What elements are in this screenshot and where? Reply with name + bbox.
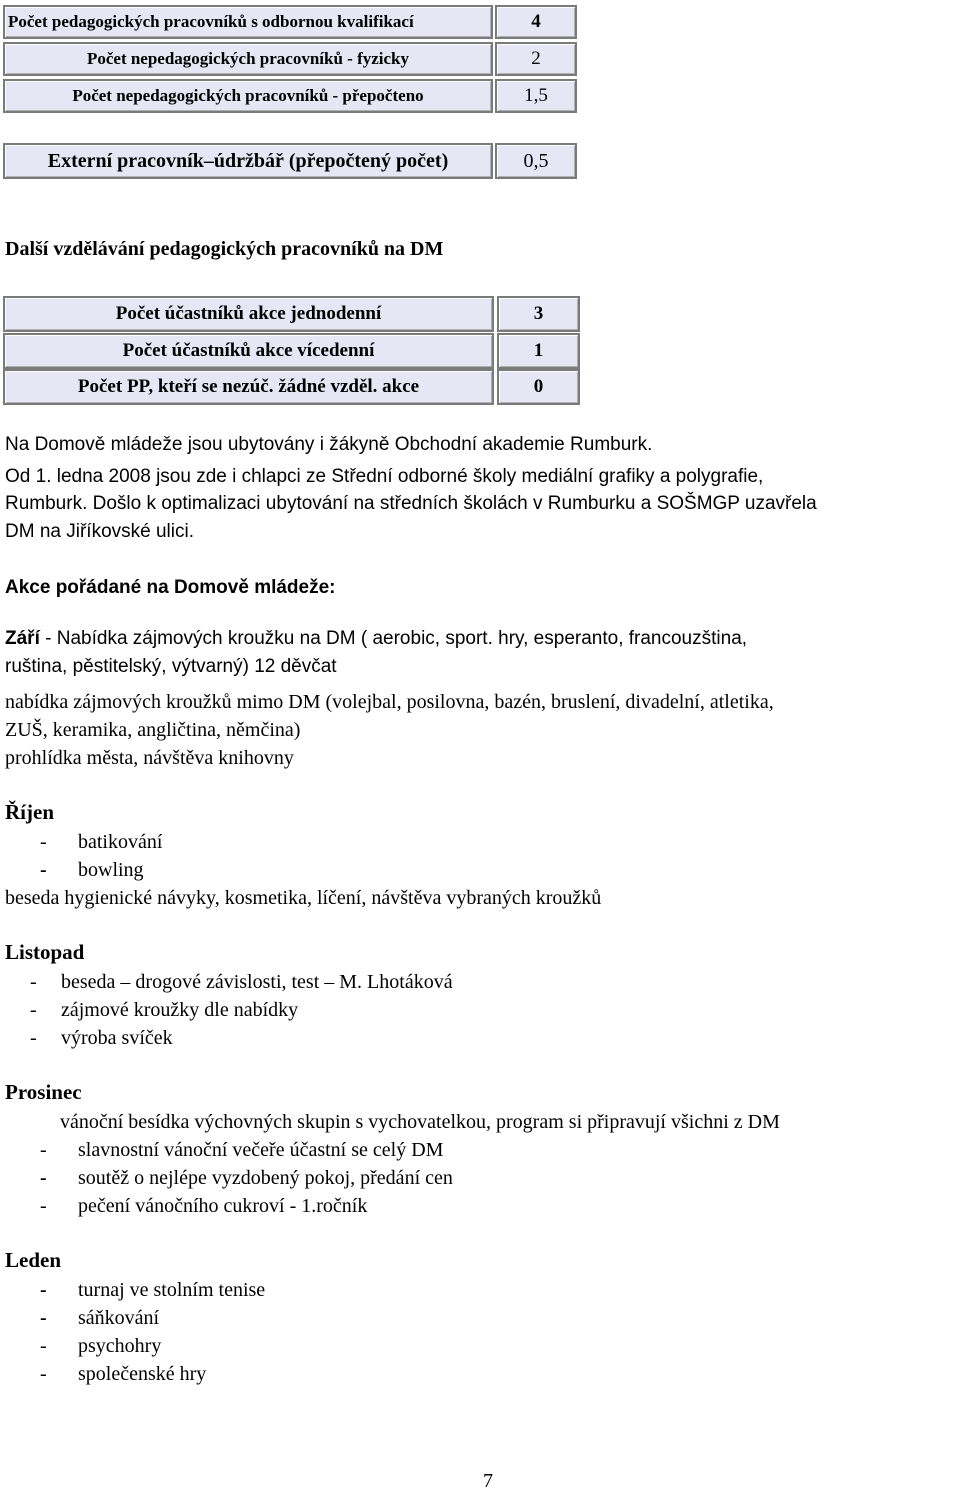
- staff-row-label: Počet nepedagogických pracovníků - fyzicky: [3, 42, 493, 76]
- october-line: beseda hygienické návyky, kosmetika, líčení, návštěva vybraných kroužků: [5, 887, 602, 909]
- december-line: vánoční besídka výchovných skupin s vychovatelkou, program si připravují všichni z DM: [60, 1111, 780, 1133]
- education-row-value: 3: [497, 296, 580, 332]
- list-item-text: beseda – drogové závislosti, test – M. Lhotáková: [61, 971, 453, 993]
- education-row-label: Počet účastníků akce jednodenní: [3, 296, 494, 332]
- education-row-label: Počet účastníků akce vícedenní: [3, 333, 494, 369]
- page-number: 7: [483, 1470, 493, 1492]
- list-item-text: bowling: [78, 859, 144, 881]
- september-line: [5, 625, 747, 653]
- list-item-text: společenské hry: [78, 1363, 207, 1385]
- intro-line: Od 1. ledna 2008 jsou zde i chlapci ze Střední odborné školy mediální grafiky a polygrafie,: [5, 466, 764, 487]
- education-heading: Další vzdělávání pedagogických pracovníků na DM: [5, 238, 444, 260]
- list-dash: -: [40, 1363, 47, 1385]
- education-row-value: 0: [497, 369, 580, 405]
- list-item-text: pečení vánočního cukroví - 1.ročník: [78, 1195, 368, 1217]
- staff-row-label: Počet pedagogických pracovníků s odbornou kvalifikací: [3, 5, 493, 39]
- intro-line: DM na Jiříkovské ulici.: [5, 521, 194, 542]
- september-line: nabídka zájmových kroužků mimo DM (volejbal, posilovna, bazén, bruslení, divadelní, atletika,: [5, 691, 774, 713]
- list-dash: -: [40, 1279, 47, 1301]
- education-row-value: 1: [497, 333, 580, 369]
- list-dash: -: [40, 859, 47, 881]
- september-month: Září: [5, 628, 40, 649]
- list-item-text: psychohry: [78, 1335, 162, 1357]
- list-dash: -: [40, 1195, 47, 1217]
- january-month: Leden: [5, 1248, 62, 1272]
- list-dash: -: [30, 971, 37, 993]
- education-row-label: Počet PP, kteří se nezúč. žádné vzděl. akce: [3, 369, 494, 405]
- list-dash: -: [40, 1139, 47, 1161]
- staff-row-label: Počet nepedagogických pracovníků - přepočteno: [3, 79, 493, 113]
- september-line: prohlídka města, návštěva knihovny: [5, 747, 294, 769]
- december-month: Prosinec: [5, 1080, 82, 1104]
- staff-row-value: 2: [495, 42, 577, 76]
- list-dash: -: [30, 1027, 37, 1049]
- september-text: - Nabídka zájmových kroužku na DM ( aerobic, sport. hry, esperanto, francouzština,: [39, 628, 748, 649]
- list-item-text: turnaj ve stolním tenise: [78, 1279, 266, 1301]
- list-item-text: výroba svíček: [61, 1027, 173, 1049]
- staff-row-value: 1,5: [495, 79, 577, 113]
- october-month: Říjen: [5, 800, 54, 824]
- list-dash: -: [40, 1335, 47, 1357]
- list-dash: -: [40, 1167, 47, 1189]
- list-item-text: zájmové kroužky dle nabídky: [61, 999, 299, 1021]
- list-dash: -: [40, 1307, 47, 1329]
- intro-line: Na Domově mládeže jsou ubytovány i žákyně Obchodní akademie Rumburk.: [5, 434, 653, 455]
- list-item-text: batikování: [78, 831, 163, 853]
- list-dash: -: [40, 831, 47, 853]
- list-dash: -: [30, 999, 37, 1021]
- external-label: Externí pracovník–údržbář (přepočtený počet): [3, 143, 493, 179]
- events-heading: Akce pořádané na Domově mládeže:: [5, 577, 336, 598]
- september-line: ruština, pěstitelský, výtvarný) 12 děvčat: [5, 656, 337, 677]
- list-item-text: sáňkování: [78, 1307, 160, 1329]
- november-month: Listopad: [5, 940, 85, 964]
- list-item-text: soutěž o nejlépe vyzdobený pokoj, předání cen: [78, 1167, 453, 1189]
- staff-row-value: 4: [495, 5, 577, 39]
- intro-line: Rumburk. Došlo k optimalizaci ubytování na středních školách v Rumburku a SOŠMGP uzavřela: [5, 493, 817, 514]
- external-value: 0,5: [495, 143, 577, 179]
- list-item-text: slavnostní vánoční večeře účastní se celý DM: [78, 1139, 444, 1161]
- september-line: ZUŠ, keramika, angličtina, němčina): [5, 719, 301, 741]
